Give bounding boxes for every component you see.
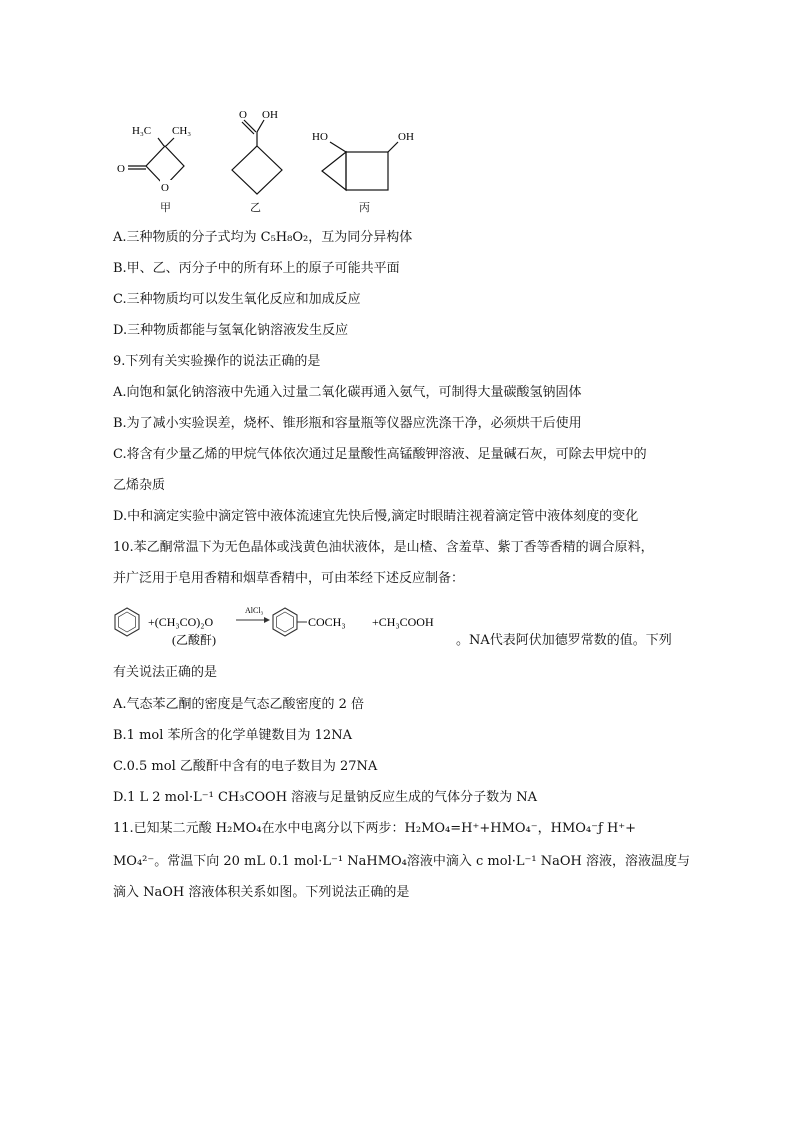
rxn-catalyst: AlCl₃	[245, 606, 264, 615]
q10-stem-1: 10.苯乙酮常温下为无色晶体或浅黄色油状液体，是山楂、含羞草、紫丁香等香精的调合原料，	[113, 540, 654, 555]
jia-sub-left: H₃C	[132, 125, 152, 137]
benzene-ring	[115, 608, 139, 636]
q11-line-2: MO₄²⁻。常温下向 20 mL 0.1 mol·L⁻¹ NaHMO₄溶液中滴入 c mol·L⁻¹ NaOH 溶液，溶液温度与	[113, 854, 690, 869]
yi-o-top: O	[239, 109, 247, 121]
q8-option-c: C.三种物质均可以发生氧化反应和加成反应	[113, 292, 361, 307]
structure-bing	[308, 120, 428, 200]
q11-line-1: 11.已知某二元酸 H₂MO₄在水中电离分以下两步：H₂MO₄=H⁺+HMO₄⁻，HMO₄⁻ƒ H⁺+	[113, 821, 637, 836]
q9-stem: 9.下列有关实验操作的说法正确的是	[113, 354, 321, 369]
jia-sub-right: CH₃	[172, 125, 192, 137]
yi-oh: OH	[262, 109, 278, 121]
rxn-reagent: +(CH₃CO)₂O	[148, 615, 214, 629]
q10-stem-4: 有关说法正确的是	[113, 665, 218, 680]
q10-option-b: B.1 mol 苯所含的化学单键数目为 12NA	[113, 728, 352, 743]
label-yi: 乙	[250, 201, 261, 214]
q8-option-b: B.甲、乙、丙分子中的所有环上的原子可能共平面	[113, 261, 400, 276]
q8-option-a: A.三种物质的分子式均为 C₅H₈O₂，互为同分异构体	[113, 230, 413, 245]
label-jia: 甲	[160, 201, 171, 214]
structure-yi	[220, 104, 300, 204]
benzene-ring-product	[273, 608, 297, 636]
bing-ho: HO	[312, 131, 328, 143]
q9-option-c-cont: 乙烯杂质	[113, 478, 166, 493]
q8-option-d: D.三种物质都能与氢氧化钠溶液发生反应	[113, 323, 349, 338]
rxn-product: COCH₃	[308, 615, 346, 629]
jia-carbonyl-o: O	[117, 163, 125, 175]
reaction-scheme	[110, 602, 460, 648]
q9-option-d: D.中和滴定实验中滴定管中液体流速宜先快后慢,滴定时眼睛注视着滴定管中液体刻度的变化	[113, 509, 639, 524]
label-bing: 丙	[359, 201, 370, 214]
bing-oh: OH	[398, 131, 414, 143]
q9-option-b: B.为了减小实验误差，烧杯、锥形瓶和容量瓶等仪器应洗涤干净，必须烘干后使用	[113, 416, 582, 431]
q11-line-3: 滴入 NaOH 溶液体积关系如图。下列说法正确的是	[113, 885, 410, 900]
rxn-reagent-name: (乙酸酐)	[172, 633, 216, 647]
q10-stem-3: 。NA代表阿伏加德罗常数的值。下列	[456, 633, 672, 648]
q10-stem-2: 并广泛用于皂用香精和烟草香精中，可由苯经下述反应制备：	[113, 571, 465, 586]
q9-option-c: C.将含有少量乙烯的甲烷气体依次通过足量酸性高锰酸钾溶液、足量碱石灰，可除去甲烷中的	[113, 447, 647, 462]
q9-option-a: A.向饱和氯化钠溶液中先通入过量二氧化碳再通入氨气，可制得大量碳酸氢钠固体	[113, 385, 582, 400]
q10-option-a: A.气态苯乙酮的密度是气态乙酸密度的 2 倍	[113, 697, 365, 712]
q10-option-c: C.0.5 mol 乙酸酐中含有的电子数目为 27NA	[113, 759, 378, 774]
rxn-byproduct: +CH₃COOH	[372, 615, 434, 629]
q10-option-d: D.1 L 2 mol·L⁻¹ CH₃COOH 溶液与足量钠反应生成的气体分子数为 NA	[113, 790, 538, 805]
jia-ring-o: O	[161, 182, 169, 194]
